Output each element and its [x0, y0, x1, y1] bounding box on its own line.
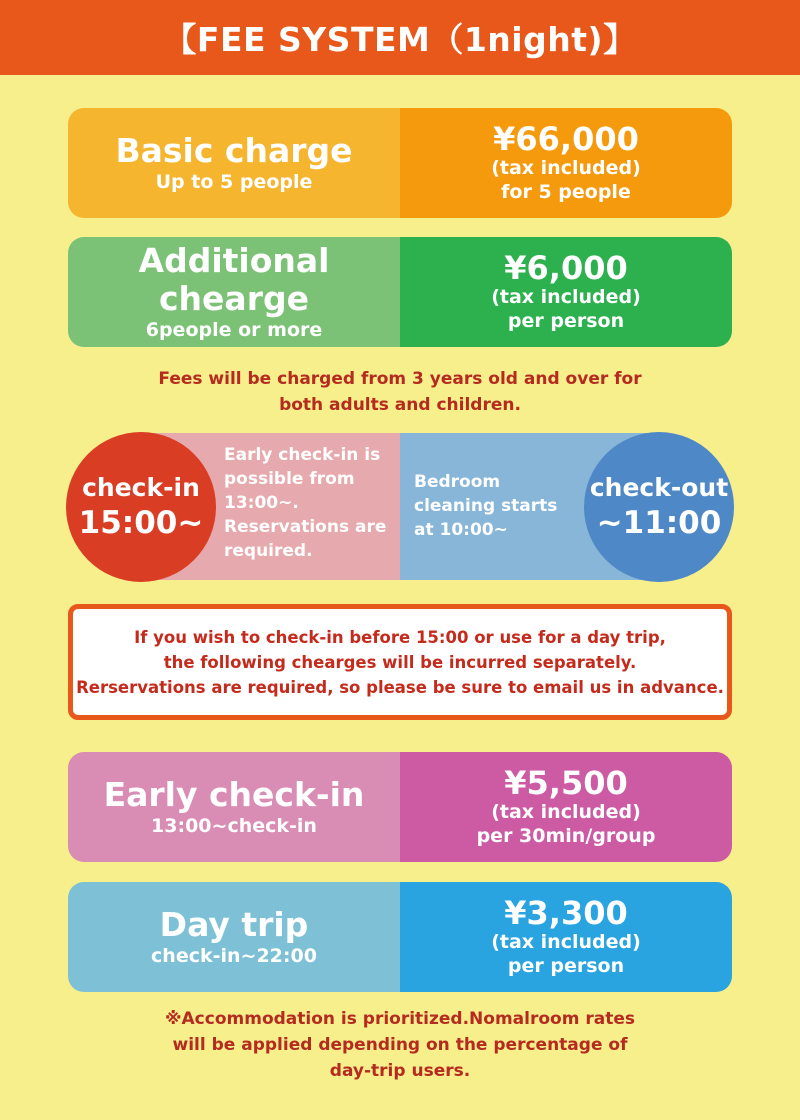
day-trip-unit: per person [507, 955, 625, 977]
checkin-label: check-in [82, 473, 200, 502]
checkin-time: 15:00~ [78, 505, 204, 541]
day-trip-card [68, 882, 732, 992]
cleaning-text [414, 470, 557, 542]
additional-charge-unit: per person [507, 310, 625, 332]
checkin-circle [66, 432, 216, 582]
checkout-circle [584, 432, 734, 582]
basic-charge-unit: for 5 people [501, 181, 631, 203]
early-checkin-price-panel [400, 752, 732, 862]
basic-charge-price-panel [400, 108, 732, 218]
early-checkin-text-line: Reservations are [224, 517, 387, 537]
early-checkin-unit: per 30min/group [476, 825, 656, 847]
early-checkin-text-line: Early check-in is [224, 445, 381, 465]
additional-charge-price-panel [400, 237, 732, 347]
age-note [0, 366, 800, 418]
age-note-line: Fees will be charged from 3 years old and over for [158, 369, 642, 389]
early-checkin-tax: (tax included) [491, 801, 641, 823]
footnote [0, 1006, 800, 1084]
day-trip-label: Day trip [159, 905, 309, 944]
notice-line: the following chearges will be incurred separately. [163, 652, 637, 672]
additional-charge-card [68, 237, 732, 347]
cleaning-text-line: cleaning starts [414, 496, 558, 516]
early-checkin-text-line: required. [224, 541, 313, 561]
basic-charge-label-panel [68, 108, 400, 218]
additional-charge-label-panel [68, 237, 400, 347]
early-checkin-label: Early check-in [103, 775, 365, 814]
footnote-line: will be applied depending on the percentage of [172, 1035, 628, 1055]
notice-line: If you wish to check-in before 15:00 or use for a day trip, [134, 627, 666, 647]
early-checkin-text [224, 443, 386, 563]
basic-charge-sub: Up to 5 people [155, 171, 313, 193]
page-header [0, 0, 800, 75]
day-trip-label-panel [68, 882, 400, 992]
footnote-line: ※Accommodation is prioritized.Nomalroom rates [165, 1009, 635, 1029]
day-trip-price-panel [400, 882, 732, 992]
early-checkin-card [68, 752, 732, 862]
basic-charge-price: ¥66,000 [493, 120, 639, 158]
cleaning-text-line: at 10:00~ [414, 520, 508, 540]
early-checkin-text-line: 13:00~. [224, 493, 299, 513]
early-checkin-label-panel [68, 752, 400, 862]
page-title: 【FEE SYSTEM（1night)】 [163, 20, 637, 59]
additional-charge-sub: 6people or more [145, 319, 323, 341]
basic-charge-label: Basic charge [115, 131, 353, 170]
day-trip-tax: (tax included) [491, 931, 641, 953]
footnote-line: day-trip users. [329, 1061, 471, 1081]
cleaning-text-line: Bedroom [414, 472, 501, 492]
basic-charge-card [68, 108, 732, 218]
additional-charge-tax: (tax included) [491, 286, 641, 308]
notice-line: Rerservations are required, so please be sure to email us in advance. [76, 677, 724, 697]
early-checkin-text-line: possible from [224, 469, 355, 489]
early-checkin-sub: 13:00~check-in [151, 815, 317, 837]
additional-charge-price: ¥6,000 [504, 249, 628, 287]
day-trip-sub: check-in~22:00 [151, 945, 317, 967]
early-checkin-price: ¥5,500 [504, 764, 628, 802]
checkout-label: check-out [589, 473, 729, 502]
additional-charge-label: Additional chearge [138, 241, 330, 318]
checkout-time: ~11:00 [596, 505, 722, 541]
advance-booking-notice [68, 604, 732, 720]
age-note-line: both adults and children. [279, 395, 521, 415]
day-trip-price: ¥3,300 [504, 894, 628, 932]
basic-charge-tax: (tax included) [491, 157, 641, 179]
